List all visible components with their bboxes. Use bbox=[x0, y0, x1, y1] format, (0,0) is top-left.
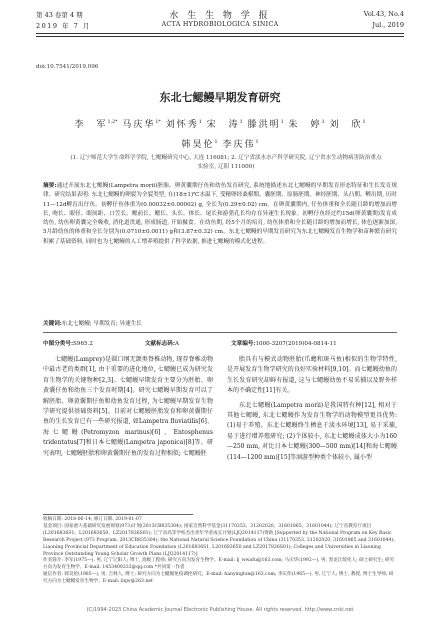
article-number: 文章编号:1000-3207(2019)04-0814-11 bbox=[231, 341, 337, 347]
affiliation: (1. 辽宁师范大学生命科学学院, 七鳃鳗研究中心, 大连 116081; 2. 辽宁省淡水水产科学研究院, 辽宁省水生动物病害防治重点实验室, 辽阳 111000) bbox=[70, 155, 382, 170]
footnotes bbox=[43, 517, 397, 586]
copyright-line: (C)1994-2023 China Academic Journal Electronic Publishing House. All rights reserved. http://www.cnki.net bbox=[86, 607, 354, 613]
journal-title-cn: 水 生 生 物 学 报 bbox=[169, 11, 271, 21]
author: 李 军$^{1,2*}$ bbox=[74, 120, 118, 130]
body-column-left: 七鳃鳗(Lamprey)是圆口纲无颌类脊椎动物, 现存脊椎动物中最古老的类群[1], 由于重要的进化地位, 七鳃鳗已成为研究发育生物学的关键物种[2,3]。七鳃鳗早期发育主要分为胚胎、卵黄囊仔鱼和幼鱼三个发育时期[4]。研究七鳃鳗早期发育可以了解胚胎、卵黄囊期仔鱼和幼鱼发育过程, 为七鳃鳗早期发育生物学研究提供基础资料[5]。目前对七鳃鳗胚胎发育和卵黄囊期仔鱼的生长发育已有一些研究报道, 如Lampetra fluviatilis[6]、海七鳃鳗(Petromyzon marinus)[6]、Entosphenus tridentatus[7]和日本七鳃鳗(Lampetra japonica)[8]等。研究表明, 七鳃鳗胚胎和卵黄囊期仔鱼的发育过程相似; 七鳃鳗胚 bbox=[43, 356, 213, 457]
author-bio: 作者简介: 李军(1975—), 男, 辽宁辽阳人; 博士, 高级工程师; 研究方向为发育生物学。E-mail: lj_wwafu@163.com; 马庆华(1992—), 男, 黑龙江绥化人; 硕士研究生; 研究方向为发育生物学。E-mail: 1453409233@qq.com *共同第一作者 bbox=[43, 558, 395, 571]
author: 马庆华$^{1*}$ bbox=[122, 120, 161, 130]
date-cn: 2019 年 7 月 bbox=[36, 22, 91, 30]
keywords-text: 东北七鳃鳗; 早期发育; 异速生长 bbox=[61, 321, 142, 327]
body-paragraph: 东北七鳃鳗(Lampetra morii)是我国特有种[12], 相对于其他七鳃鳗, 东北七鳃鳗作为发育生物学的动物模型更具优势: (1)易于养殖。东北七鳃鳗终生栖息于淡水环境[13], 易于采捕, 易于进行增养殖研究; (2)个体较小, 东北七鳃鳗成体大小为160—250 mm, 对比日本七鳃鳗(300—500 mm)[14]和海七鳃鳗(114—1200 mm)[15]等洄游型种类个体较小, 属小型 bbox=[227, 401, 397, 461]
footnote-rule bbox=[43, 514, 193, 515]
body-paragraph: 胎具有与模式动物胚胎(爪蟾和斑马鱼)相似的生物学特性, 是开展发育生物学研究的良好实验材料[9,10]。而七鳃鳗幼鱼的生长发育研究却鲜有报道, 这与七鳃鳗幼鱼不易采捕以及野外样本的不确定性[11]有关。 bbox=[227, 356, 397, 395]
doi-line bbox=[36, 64, 98, 70]
volume-cn: 第 43 卷第 4 期 bbox=[36, 11, 83, 19]
body-column-right bbox=[227, 355, 397, 463]
volume-en: Vol.43, No.4 bbox=[363, 10, 404, 18]
classification-line bbox=[43, 339, 397, 347]
funding-note: 基金项目: 国家重大基础研究发展规划(973)计划(2013CB835304); 国家自然科学基金(31170353、31202020、31601865、31601044); 辽宁省教育厅项目(L2016836S1、L201683650、LZ2017836S01); 辽宁省高等学校杰出青年学者成长计划(LJQ2014117)资助 [Supported by the National Program on Key Basic Research Project (973 Program, 2013CB835304); the National Natural Science Foundation of China (31170353, 31202020, 31601865 and 31601044); Liaoning Provincial Department of Education Foundation (L2016836S1, L201683650 and LZ2017836S01); Colleges and Universities in Liaoning Province Outstanding Young Scholar Growth Plans (LJQ2014117)] bbox=[43, 523, 395, 557]
doi-label: doi: bbox=[36, 64, 47, 70]
abstract bbox=[43, 182, 397, 247]
journal-title-en: ACTA HYDROBIOLOGICA SINICA bbox=[161, 21, 279, 28]
article-title: 东北七鳃鳗早期发育研究 bbox=[159, 91, 281, 104]
abstract-text: 通过开展东北七鳃鳗(Lampetra morii)胚胎、卵黄囊期仔鱼和幼鱼发育研究, 系统地描述东北七鳃鳗的早期发育形态特征和生长发育规律。研究结果表明: 东北七鳃鳗的卵裂为全裂类型, 在(18±1)℃水温下, 受精卵经桑椹期、囊胚期、原肠胚期、神经胚期、头凸期、孵出期, 历时11—12d孵育出仔鱼。初孵仔鱼体重为(0.00032±0.00002) g, 全长为(0.29±0.02) cm。在卵黄囊期内, 仔鱼体重和全长随日龄的增加而增长, 吻长、眼径、眼间距、口笠长、鳃前长、鳃长、头长、体长、尾长和游猎孔长均存在异速生长现象。初孵仔鱼经过约15d(卵黄囊期)发育成幼鱼, 幼鱼卵黄囊完全吸收, 消化道贯通, 形成肠道, 开始摄食。在幼鱼期, 经5个月的培育, 幼鱼体重和全长随日龄的增加而增长, 体色逐渐加深, 5月龄幼鱼的体重和全长分别为(0.0710±0.0011) g和(3.87±0.32) cm。东北七鳃鳗的早期发育研究为东北七鳃鳗发育生物学和苗种繁育研究积累了基础资料, 同时也为七鳃鳗的人工增养殖提供了科学依据, 推进七鳃鳗的模式化进程。 bbox=[43, 183, 397, 245]
document-code: 文献标志码:A bbox=[144, 341, 179, 347]
author: 朱 婷$^1$ bbox=[288, 120, 325, 130]
keywords-label: 关键词: bbox=[43, 321, 62, 327]
header-rule-thin bbox=[36, 36, 404, 37]
abstract-label: 摘要: bbox=[43, 183, 57, 189]
date-en: Jul., 2019 bbox=[372, 21, 404, 29]
clc-code: 中图分类号:S965.2 bbox=[43, 341, 93, 347]
author-line-2 bbox=[70, 134, 370, 154]
author: 韩昊伦$^1$ bbox=[181, 140, 218, 150]
author: 宋 涛$^1$ bbox=[206, 120, 243, 130]
received-date: 收稿日期: 2018-06-14; 修订日期: 2019-01-07 bbox=[43, 517, 142, 522]
author-list bbox=[70, 114, 370, 154]
author-line-1 bbox=[70, 114, 370, 134]
author: 滕洪明$^1$ bbox=[247, 120, 284, 130]
journal-header bbox=[0, 0, 440, 44]
author: 李庆伟$^1$ bbox=[222, 140, 259, 150]
doi-value[interactable]: 10.7541/2019.096 bbox=[46, 64, 99, 70]
section-divider bbox=[43, 332, 397, 333]
header-rule-thick bbox=[36, 33, 404, 34]
corresponding-author: 通信作者: 韩昊伦(1985—), 男, 吉林人, 博士; 研究方向为七鳃鳗免疫调控研究。E-mail: hanyinglun@163.com; 李庆伟(1965—), 男, 辽宁人; 博士, 教授, 博士生导师; 研究方向为七鳃鳗发育生物学。E-mail: liqw@263.net bbox=[43, 572, 394, 585]
author: 刘怀秀$^1$ bbox=[165, 120, 202, 130]
author: 刘 欣$^1$ bbox=[329, 120, 366, 130]
keywords bbox=[43, 319, 397, 327]
